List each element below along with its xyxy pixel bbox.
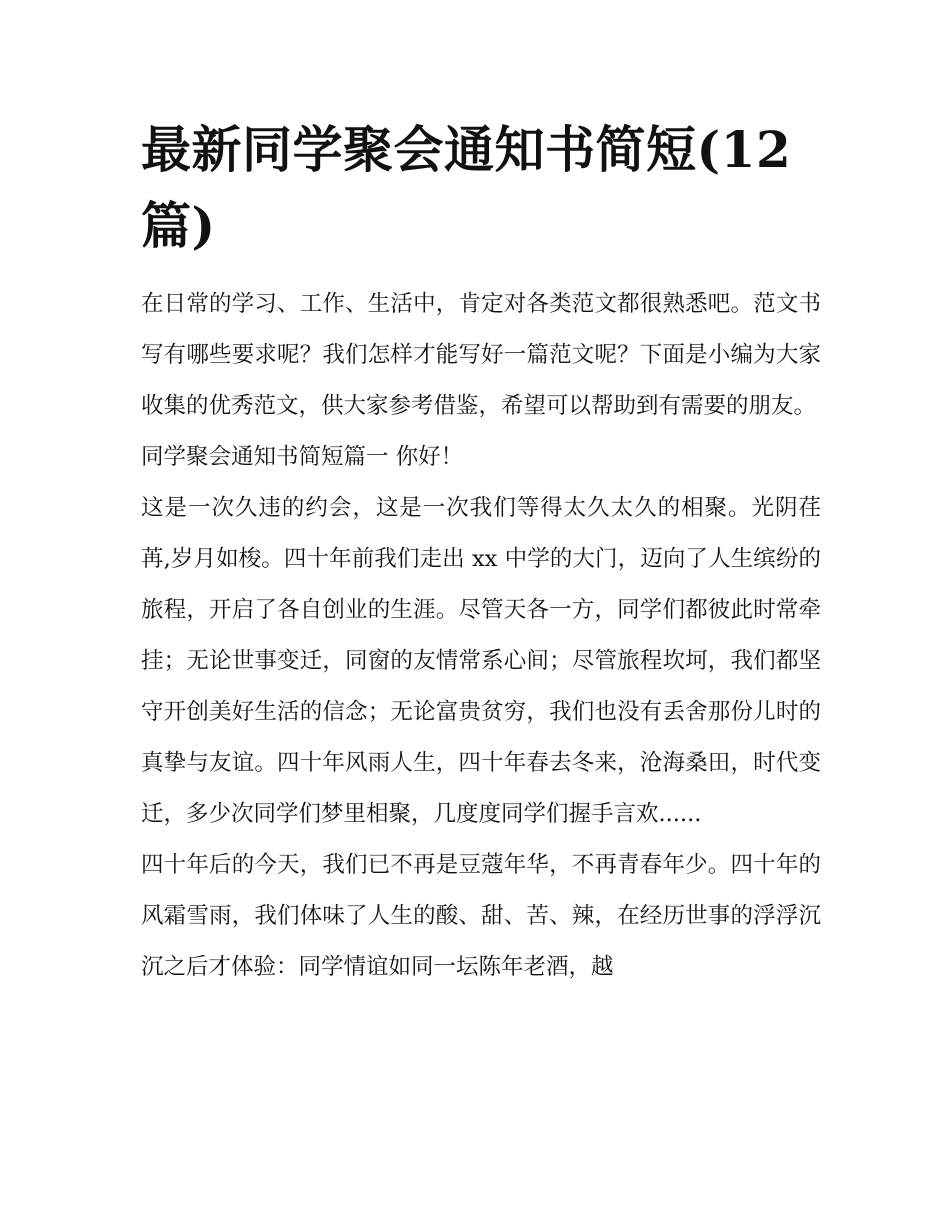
body-paragraph: 四十年后的今天，我们已不再是豆蔻年华，不再青春年少。四十年的风霜雪雨，我们体味了人生的酸、甜、苦、辣，在经历世事的浮浮沉沉之后才体验：同学情谊如同一坛陈年老酒，越	[141, 852, 821, 980]
document-title: 最新同学聚会通知书简短(12篇)	[141, 120, 792, 255]
document-body	[141, 279, 821, 993]
intro-paragraph: 在日常的学习、工作、生活中，肯定对各类范文都很熟悉吧。范文书写有哪些要求呢？我们怎样才能写好一篇范文呢？下面是小编为大家收集的优秀范文，供大家参考借鉴，希望可以帮助到有需要的朋友。	[141, 291, 821, 419]
body-paragraph: 这是一次久违的约会，这是一次我们等得太久太久的相聚。光阴荏苒,岁月如梭。四十年前我们走出 xx 中学的大门，迈向了人生缤纷的旅程，开启了各自创业的生涯。尽管天各一方，同学们都彼此时常牵挂；无论世事变迁，同窗的友情常系心间；尽管旅程坎坷，我们都坚守开创美好生活的信念；无论富贵贫穷，我们也没有丢舍那份儿时的真挚与友谊。四十年风雨人生，四十年春去冬来，沧海桑田，时代变迁，多少次同学们梦里相聚，几度度同学们握手言欢......	[141, 495, 821, 827]
section-heading-paragraph: 同学聚会通知书简短篇一 你好！	[141, 444, 464, 470]
